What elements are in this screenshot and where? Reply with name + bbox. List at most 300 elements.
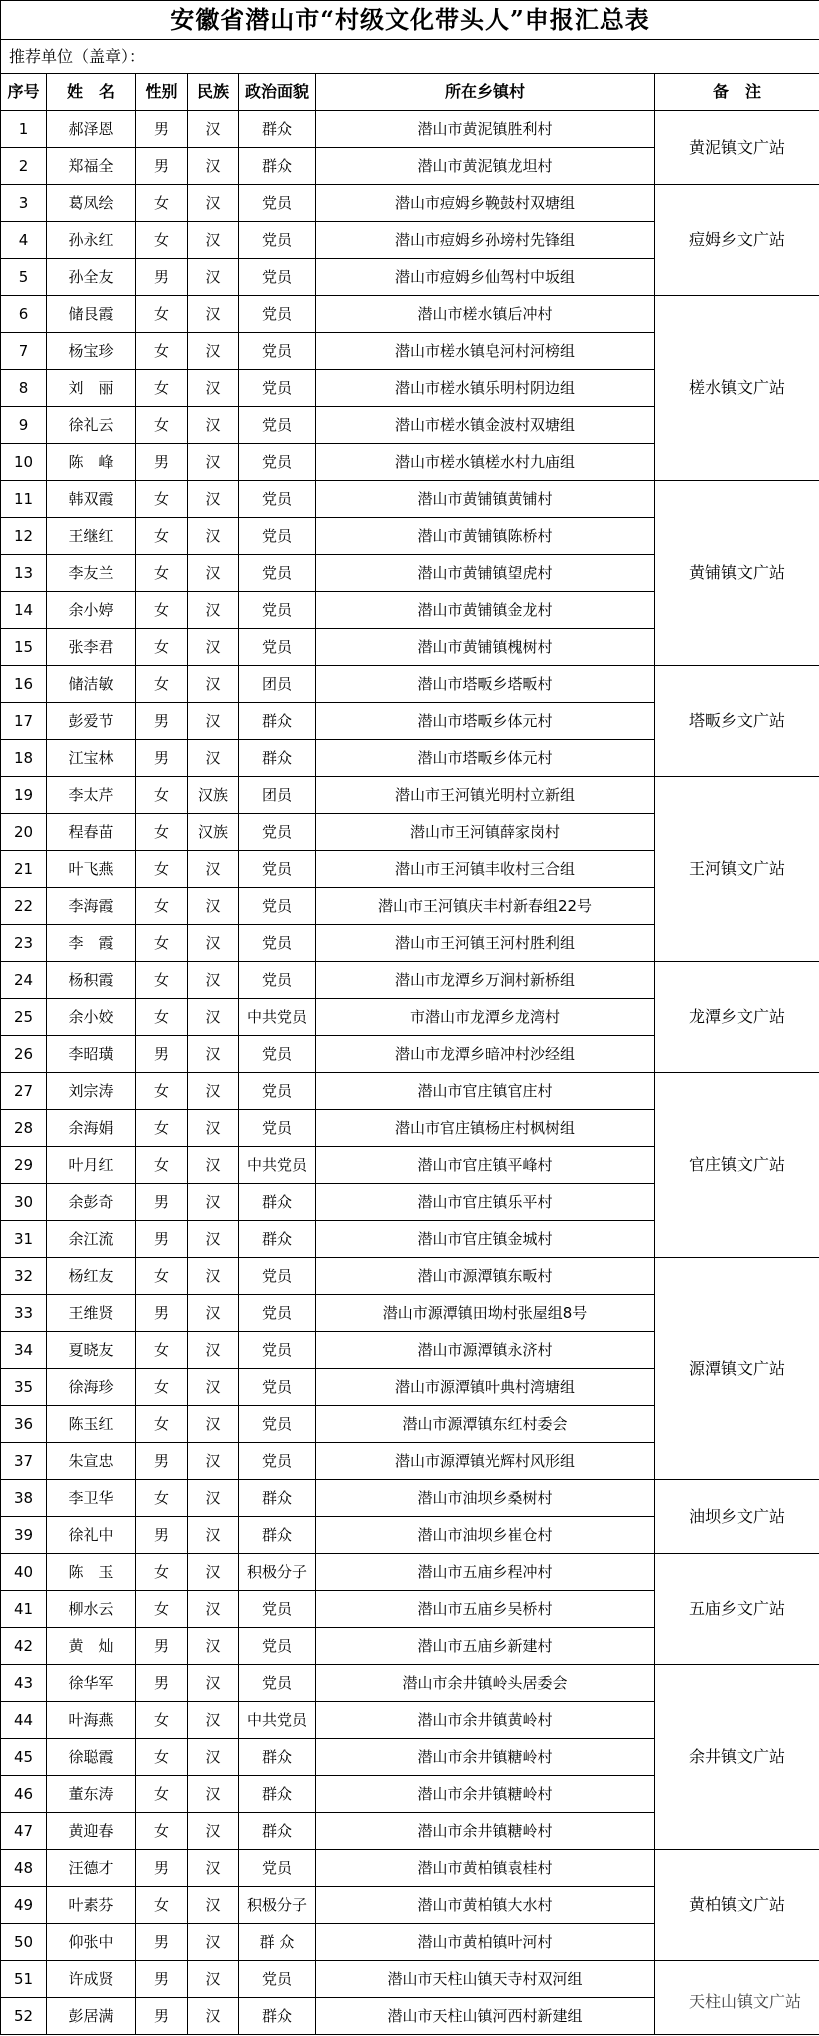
row-number-cell: 6 xyxy=(1,296,47,333)
row-number-cell: 24 xyxy=(1,962,47,999)
village-cell: 潜山市余井镇黄岭村 xyxy=(316,1702,655,1739)
name-cell: 李昭璜 xyxy=(47,1036,136,1073)
gender-cell: 女 xyxy=(136,1887,188,1924)
row-number-cell: 33 xyxy=(1,1295,47,1332)
ethnicity-cell: 汉 xyxy=(188,333,239,370)
gender-cell: 男 xyxy=(136,1665,188,1702)
row-number-cell: 5 xyxy=(1,259,47,296)
gender-cell: 女 xyxy=(136,1554,188,1591)
political-status-cell: 党员 xyxy=(239,481,316,518)
row-number-cell: 49 xyxy=(1,1887,47,1924)
ethnicity-cell: 汉 xyxy=(188,1702,239,1739)
village-cell: 潜山市五庙乡程冲村 xyxy=(316,1554,655,1591)
gender-cell: 男 xyxy=(136,703,188,740)
political-status-cell: 党员 xyxy=(239,1036,316,1073)
political-status-cell: 党员 xyxy=(239,851,316,888)
political-status-cell: 党员 xyxy=(239,1406,316,1443)
village-cell: 潜山市官庄镇官庄村 xyxy=(316,1073,655,1110)
table-row xyxy=(1,1258,819,1295)
name-cell: 郑福全 xyxy=(47,148,136,185)
row-number-cell: 45 xyxy=(1,1739,47,1776)
row-number-cell: 19 xyxy=(1,777,47,814)
ethnicity-cell: 汉 xyxy=(188,111,239,148)
table-row xyxy=(1,1073,819,1110)
remark-cell: 五庙乡文广站 xyxy=(655,1554,819,1665)
gender-cell: 女 xyxy=(136,1702,188,1739)
ethnicity-cell: 汉 xyxy=(188,444,239,481)
row-number-cell: 7 xyxy=(1,333,47,370)
name-cell: 徐礼云 xyxy=(47,407,136,444)
gender-cell: 男 xyxy=(136,444,188,481)
gender-cell: 女 xyxy=(136,481,188,518)
village-cell: 潜山市油坝乡桑树村 xyxy=(316,1480,655,1517)
name-cell: 刘 丽 xyxy=(47,370,136,407)
gender-cell: 女 xyxy=(136,370,188,407)
name-cell: 叶海燕 xyxy=(47,1702,136,1739)
political-status-cell: 党员 xyxy=(239,1295,316,1332)
table-row xyxy=(1,666,819,703)
gender-cell: 男 xyxy=(136,259,188,296)
remark-cell: 塔畈乡文广站 xyxy=(655,666,819,777)
political-status-cell: 党员 xyxy=(239,1591,316,1628)
name-cell: 程春苗 xyxy=(47,814,136,851)
village-cell: 潜山市槎水镇金波村双塘组 xyxy=(316,407,655,444)
political-status-cell: 党员 xyxy=(239,814,316,851)
gender-cell: 女 xyxy=(136,1369,188,1406)
village-cell: 潜山市黄泥镇胜利村 xyxy=(316,111,655,148)
name-cell: 刘宗涛 xyxy=(47,1073,136,1110)
name-cell: 李太芹 xyxy=(47,777,136,814)
ethnicity-cell: 汉 xyxy=(188,1369,239,1406)
name-cell: 杨宝珍 xyxy=(47,333,136,370)
political-status-cell: 党员 xyxy=(239,1369,316,1406)
village-cell: 潜山市油坝乡崔仓村 xyxy=(316,1517,655,1554)
name-cell: 张李君 xyxy=(47,629,136,666)
name-cell: 彭居满 xyxy=(47,1998,136,2035)
village-cell: 潜山市源潭镇叶典村湾塘组 xyxy=(316,1369,655,1406)
ethnicity-cell: 汉 xyxy=(188,1517,239,1554)
row-number-cell: 22 xyxy=(1,888,47,925)
table-row xyxy=(1,962,819,999)
row-number-cell: 26 xyxy=(1,1036,47,1073)
political-status-cell: 党员 xyxy=(239,888,316,925)
ethnicity-cell: 汉 xyxy=(188,962,239,999)
political-status-cell: 党员 xyxy=(239,259,316,296)
name-cell: 余江流 xyxy=(47,1221,136,1258)
ethnicity-cell: 汉 xyxy=(188,851,239,888)
name-cell: 王维贤 xyxy=(47,1295,136,1332)
political-status-cell: 群众 xyxy=(239,1184,316,1221)
name-cell: 余彭奇 xyxy=(47,1184,136,1221)
village-cell: 潜山市塔畈乡塔畈村 xyxy=(316,666,655,703)
political-status-cell: 党员 xyxy=(239,1258,316,1295)
ethnicity-cell: 汉 xyxy=(188,1184,239,1221)
gender-cell: 男 xyxy=(136,1517,188,1554)
village-cell: 潜山市黄柏镇叶河村 xyxy=(316,1924,655,1961)
name-cell: 余小婷 xyxy=(47,592,136,629)
ethnicity-cell: 汉 xyxy=(188,1554,239,1591)
ethnicity-cell: 汉 xyxy=(188,185,239,222)
gender-cell: 女 xyxy=(136,296,188,333)
remark-cell: 官庄镇文广站 xyxy=(655,1073,819,1258)
ethnicity-cell: 汉 xyxy=(188,1739,239,1776)
row-number-cell: 9 xyxy=(1,407,47,444)
row-number-cell: 29 xyxy=(1,1147,47,1184)
ethnicity-cell: 汉 xyxy=(188,1036,239,1073)
village-cell: 潜山市王河镇王河村胜利组 xyxy=(316,925,655,962)
gender-cell: 男 xyxy=(136,1184,188,1221)
name-cell: 李海霞 xyxy=(47,888,136,925)
ethnicity-cell: 汉 xyxy=(188,370,239,407)
row-number-cell: 48 xyxy=(1,1850,47,1887)
row-number-cell: 40 xyxy=(1,1554,47,1591)
village-cell: 潜山市痘姆乡孙塝村先锋组 xyxy=(316,222,655,259)
gender-cell: 女 xyxy=(136,1258,188,1295)
village-cell: 潜山市王河镇薛家岗村 xyxy=(316,814,655,851)
village-cell: 潜山市龙潭乡暗冲村沙经组 xyxy=(316,1036,655,1073)
row-number-cell: 23 xyxy=(1,925,47,962)
village-cell: 潜山市余井镇糖岭村 xyxy=(316,1813,655,1850)
name-cell: 陈 峰 xyxy=(47,444,136,481)
political-status-cell: 群众 xyxy=(239,1221,316,1258)
political-status-cell: 党员 xyxy=(239,333,316,370)
row-number-cell: 47 xyxy=(1,1813,47,1850)
political-status-cell: 群众 xyxy=(239,1739,316,1776)
name-cell: 韩双霞 xyxy=(47,481,136,518)
header-name: 姓 名 xyxy=(47,74,136,111)
name-cell: 叶素芬 xyxy=(47,1887,136,1924)
row-number-cell: 44 xyxy=(1,1702,47,1739)
gender-cell: 女 xyxy=(136,1591,188,1628)
gender-cell: 男 xyxy=(136,1998,188,2035)
remark-cell: 王河镇文广站 xyxy=(655,777,819,962)
gender-cell: 女 xyxy=(136,592,188,629)
row-number-cell: 51 xyxy=(1,1961,47,1998)
name-cell: 叶月红 xyxy=(47,1147,136,1184)
gender-cell: 女 xyxy=(136,1480,188,1517)
row-number-cell: 39 xyxy=(1,1517,47,1554)
gender-cell: 女 xyxy=(136,222,188,259)
ethnicity-cell: 汉 xyxy=(188,555,239,592)
ethnicity-cell: 汉 xyxy=(188,1443,239,1480)
ethnicity-cell: 汉 xyxy=(188,1147,239,1184)
political-status-cell: 党员 xyxy=(239,1073,316,1110)
row-number-cell: 10 xyxy=(1,444,47,481)
political-status-cell: 中共党员 xyxy=(239,999,316,1036)
political-status-cell: 党员 xyxy=(239,962,316,999)
political-status-cell: 党员 xyxy=(239,185,316,222)
name-cell: 朱宣忠 xyxy=(47,1443,136,1480)
name-cell: 葛凤绘 xyxy=(47,185,136,222)
row-number-cell: 38 xyxy=(1,1480,47,1517)
remark-cell: 槎水镇文广站 xyxy=(655,296,819,481)
row-number-cell: 34 xyxy=(1,1332,47,1369)
ethnicity-cell: 汉 xyxy=(188,1998,239,2035)
row-number-cell: 31 xyxy=(1,1221,47,1258)
table-row xyxy=(1,1665,819,1702)
row-number-cell: 1 xyxy=(1,111,47,148)
name-cell: 夏晓友 xyxy=(47,1332,136,1369)
political-status-cell: 中共党员 xyxy=(239,1702,316,1739)
row-number-cell: 13 xyxy=(1,555,47,592)
header-remark: 备 注 xyxy=(655,74,819,111)
ethnicity-cell: 汉 xyxy=(188,666,239,703)
ethnicity-cell: 汉 xyxy=(188,925,239,962)
name-cell: 余小姣 xyxy=(47,999,136,1036)
political-status-cell: 党员 xyxy=(239,925,316,962)
name-cell: 杨红友 xyxy=(47,1258,136,1295)
row-number-cell: 18 xyxy=(1,740,47,777)
political-status-cell: 团员 xyxy=(239,777,316,814)
remark-cell: 黄柏镇文广站 xyxy=(655,1850,819,1961)
ethnicity-cell: 汉 xyxy=(188,1665,239,1702)
name-cell: 王继红 xyxy=(47,518,136,555)
gender-cell: 男 xyxy=(136,1850,188,1887)
political-status-cell: 群众 xyxy=(239,703,316,740)
village-cell: 潜山市槎水镇乐明村阴边组 xyxy=(316,370,655,407)
row-number-cell: 21 xyxy=(1,851,47,888)
gender-cell: 男 xyxy=(136,1924,188,1961)
political-status-cell: 群众 xyxy=(239,1813,316,1850)
row-number-cell: 37 xyxy=(1,1443,47,1480)
gender-cell: 男 xyxy=(136,740,188,777)
political-status-cell: 群众 xyxy=(239,148,316,185)
political-status-cell: 党员 xyxy=(239,592,316,629)
ethnicity-cell: 汉 xyxy=(188,1480,239,1517)
gender-cell: 女 xyxy=(136,1110,188,1147)
gender-cell: 女 xyxy=(136,518,188,555)
gender-cell: 男 xyxy=(136,111,188,148)
village-cell: 潜山市塔畈乡体元村 xyxy=(316,703,655,740)
remark-cell: 痘姆乡文广站 xyxy=(655,185,819,296)
table-row xyxy=(1,481,819,518)
name-cell: 储洁敏 xyxy=(47,666,136,703)
ethnicity-cell: 汉 xyxy=(188,259,239,296)
village-cell: 市潜山市龙潭乡龙湾村 xyxy=(316,999,655,1036)
watermark-text: 天柱山镇文广站 xyxy=(685,1988,805,2013)
gender-cell: 女 xyxy=(136,185,188,222)
header-gender: 性别 xyxy=(136,74,188,111)
table-row xyxy=(1,1480,819,1517)
table-row xyxy=(1,185,819,222)
village-cell: 潜山市源潭镇东红村委会 xyxy=(316,1406,655,1443)
name-cell: 徐礼中 xyxy=(47,1517,136,1554)
village-cell: 潜山市黄铺镇槐树村 xyxy=(316,629,655,666)
name-cell: 黄 灿 xyxy=(47,1628,136,1665)
row-number-cell: 3 xyxy=(1,185,47,222)
village-cell: 潜山市黄铺镇望虎村 xyxy=(316,555,655,592)
village-cell: 潜山市源潭镇光辉村风形组 xyxy=(316,1443,655,1480)
row-number-cell: 28 xyxy=(1,1110,47,1147)
ethnicity-cell: 汉 xyxy=(188,1628,239,1665)
gender-cell: 女 xyxy=(136,1332,188,1369)
political-status-cell: 党员 xyxy=(239,370,316,407)
gender-cell: 女 xyxy=(136,962,188,999)
village-cell: 潜山市余井镇糖岭村 xyxy=(316,1739,655,1776)
remark-cell: 黄泥镇文广站 xyxy=(655,111,819,185)
name-cell: 叶飞燕 xyxy=(47,851,136,888)
name-cell: 江宝林 xyxy=(47,740,136,777)
political-status-cell: 党员 xyxy=(239,222,316,259)
name-cell: 李友兰 xyxy=(47,555,136,592)
ethnicity-cell: 汉族 xyxy=(188,777,239,814)
gender-cell: 女 xyxy=(136,1776,188,1813)
ethnicity-cell: 汉 xyxy=(188,518,239,555)
name-cell: 余海娟 xyxy=(47,1110,136,1147)
ethnicity-cell: 汉 xyxy=(188,1332,239,1369)
gender-cell: 女 xyxy=(136,925,188,962)
political-status-cell: 党员 xyxy=(239,1110,316,1147)
ethnicity-cell: 汉 xyxy=(188,296,239,333)
name-cell: 杨积霞 xyxy=(47,962,136,999)
gender-cell: 男 xyxy=(136,1961,188,1998)
political-status-cell: 积极分子 xyxy=(239,1887,316,1924)
political-status-cell: 群众 xyxy=(239,740,316,777)
ethnicity-cell: 汉 xyxy=(188,1406,239,1443)
gender-cell: 女 xyxy=(136,814,188,851)
ethnicity-cell: 汉 xyxy=(188,1850,239,1887)
table-title: 安徽省潜山市“村级文化带头人”申报汇总表 xyxy=(1,1,819,40)
name-cell: 董东涛 xyxy=(47,1776,136,1813)
village-cell: 潜山市天柱山镇河西村新建组 xyxy=(316,1998,655,2035)
village-cell: 潜山市五庙乡新建村 xyxy=(316,1628,655,1665)
gender-cell: 男 xyxy=(136,1628,188,1665)
political-status-cell: 党员 xyxy=(239,1443,316,1480)
village-cell: 潜山市官庄镇金城村 xyxy=(316,1221,655,1258)
ethnicity-cell: 汉 xyxy=(188,629,239,666)
name-cell: 陈 玉 xyxy=(47,1554,136,1591)
political-status-cell: 中共党员 xyxy=(239,1147,316,1184)
name-cell: 徐华军 xyxy=(47,1665,136,1702)
political-status-cell: 党员 xyxy=(239,1628,316,1665)
header-ethnicity: 民族 xyxy=(188,74,239,111)
village-cell: 潜山市源潭镇永济村 xyxy=(316,1332,655,1369)
name-cell: 李卫华 xyxy=(47,1480,136,1517)
village-cell: 潜山市王河镇丰收村三合组 xyxy=(316,851,655,888)
political-status-cell: 群 众 xyxy=(239,1924,316,1961)
political-status-cell: 党员 xyxy=(239,555,316,592)
ethnicity-cell: 汉 xyxy=(188,1813,239,1850)
political-status-cell: 群众 xyxy=(239,1480,316,1517)
gender-cell: 女 xyxy=(136,333,188,370)
village-cell: 潜山市余井镇糖岭村 xyxy=(316,1776,655,1813)
remark-cell: 龙潭乡文广站 xyxy=(655,962,819,1073)
ethnicity-cell: 汉 xyxy=(188,1221,239,1258)
ethnicity-cell: 汉 xyxy=(188,1776,239,1813)
political-status-cell: 群众 xyxy=(239,111,316,148)
ethnicity-cell: 汉 xyxy=(188,888,239,925)
header-village: 所在乡镇村 xyxy=(316,74,655,111)
table-row xyxy=(1,296,819,333)
ethnicity-cell: 汉 xyxy=(188,407,239,444)
ethnicity-cell: 汉 xyxy=(188,1073,239,1110)
village-cell: 潜山市余井镇岭头居委会 xyxy=(316,1665,655,1702)
row-number-cell: 11 xyxy=(1,481,47,518)
remark-cell: 余井镇文广站 xyxy=(655,1665,819,1850)
village-cell: 潜山市源潭镇田坳村张屋组8号 xyxy=(316,1295,655,1332)
table-row xyxy=(1,1554,819,1591)
gender-cell: 女 xyxy=(136,1073,188,1110)
remark-cell: 油坝乡文广站 xyxy=(655,1480,819,1554)
village-cell: 潜山市槎水镇后冲村 xyxy=(316,296,655,333)
gender-cell: 女 xyxy=(136,1813,188,1850)
ethnicity-cell: 汉 xyxy=(188,592,239,629)
ethnicity-cell: 汉 xyxy=(188,740,239,777)
political-status-cell: 积极分子 xyxy=(239,1554,316,1591)
name-cell: 李 霞 xyxy=(47,925,136,962)
row-number-cell: 12 xyxy=(1,518,47,555)
village-cell: 潜山市槎水镇槎水村九庙组 xyxy=(316,444,655,481)
village-cell: 潜山市黄铺镇黄铺村 xyxy=(316,481,655,518)
village-cell: 潜山市黄铺镇金龙村 xyxy=(316,592,655,629)
ethnicity-cell: 汉 xyxy=(188,1887,239,1924)
row-number-cell: 50 xyxy=(1,1924,47,1961)
remark-cell: 源潭镇文广站 xyxy=(655,1258,819,1480)
village-cell: 潜山市黄泥镇龙坦村 xyxy=(316,148,655,185)
name-cell: 孙全友 xyxy=(47,259,136,296)
row-number-cell: 20 xyxy=(1,814,47,851)
political-status-cell: 群众 xyxy=(239,1776,316,1813)
village-cell: 潜山市官庄镇乐平村 xyxy=(316,1184,655,1221)
name-cell: 柳水云 xyxy=(47,1591,136,1628)
recommending-unit-label: 推荐单位（盖章）： xyxy=(1,40,819,74)
row-number-cell: 32 xyxy=(1,1258,47,1295)
row-number-cell: 2 xyxy=(1,148,47,185)
ethnicity-cell: 汉 xyxy=(188,1961,239,1998)
row-number-cell: 43 xyxy=(1,1665,47,1702)
village-cell: 潜山市黄铺镇陈桥村 xyxy=(316,518,655,555)
name-cell: 汪德才 xyxy=(47,1850,136,1887)
political-status-cell: 党员 xyxy=(239,629,316,666)
header-row xyxy=(1,74,819,111)
village-cell: 潜山市王河镇光明村立新组 xyxy=(316,777,655,814)
village-cell: 潜山市官庄镇杨庄村枫树组 xyxy=(316,1110,655,1147)
row-number-cell: 15 xyxy=(1,629,47,666)
ethnicity-cell: 汉 xyxy=(188,703,239,740)
row-number-cell: 17 xyxy=(1,703,47,740)
ethnicity-cell: 汉 xyxy=(188,1295,239,1332)
political-status-cell: 党员 xyxy=(239,296,316,333)
gender-cell: 女 xyxy=(136,629,188,666)
name-cell: 郝泽恩 xyxy=(47,111,136,148)
name-cell: 许成贤 xyxy=(47,1961,136,1998)
village-cell: 潜山市痘姆乡鞔鼓村双塘组 xyxy=(316,185,655,222)
row-number-cell: 36 xyxy=(1,1406,47,1443)
gender-cell: 男 xyxy=(136,1221,188,1258)
row-number-cell: 27 xyxy=(1,1073,47,1110)
ethnicity-cell: 汉族 xyxy=(188,814,239,851)
ethnicity-cell: 汉 xyxy=(188,148,239,185)
table-row xyxy=(1,111,819,148)
ethnicity-cell: 汉 xyxy=(188,1110,239,1147)
gender-cell: 女 xyxy=(136,1406,188,1443)
gender-cell: 女 xyxy=(136,1739,188,1776)
table-row xyxy=(1,1850,819,1887)
village-cell: 潜山市塔畈乡体元村 xyxy=(316,740,655,777)
village-cell: 潜山市龙潭乡万涧村新桥组 xyxy=(316,962,655,999)
table-row xyxy=(1,777,819,814)
name-cell: 仰张中 xyxy=(47,1924,136,1961)
name-cell: 彭爱节 xyxy=(47,703,136,740)
remark-cell: 黄铺镇文广站 xyxy=(655,481,819,666)
gender-cell: 女 xyxy=(136,555,188,592)
gender-cell: 女 xyxy=(136,777,188,814)
name-cell: 储艮霞 xyxy=(47,296,136,333)
name-cell: 黄迎春 xyxy=(47,1813,136,1850)
village-cell: 潜山市黄柏镇袁桂村 xyxy=(316,1850,655,1887)
row-number-cell: 42 xyxy=(1,1628,47,1665)
ethnicity-cell: 汉 xyxy=(188,222,239,259)
